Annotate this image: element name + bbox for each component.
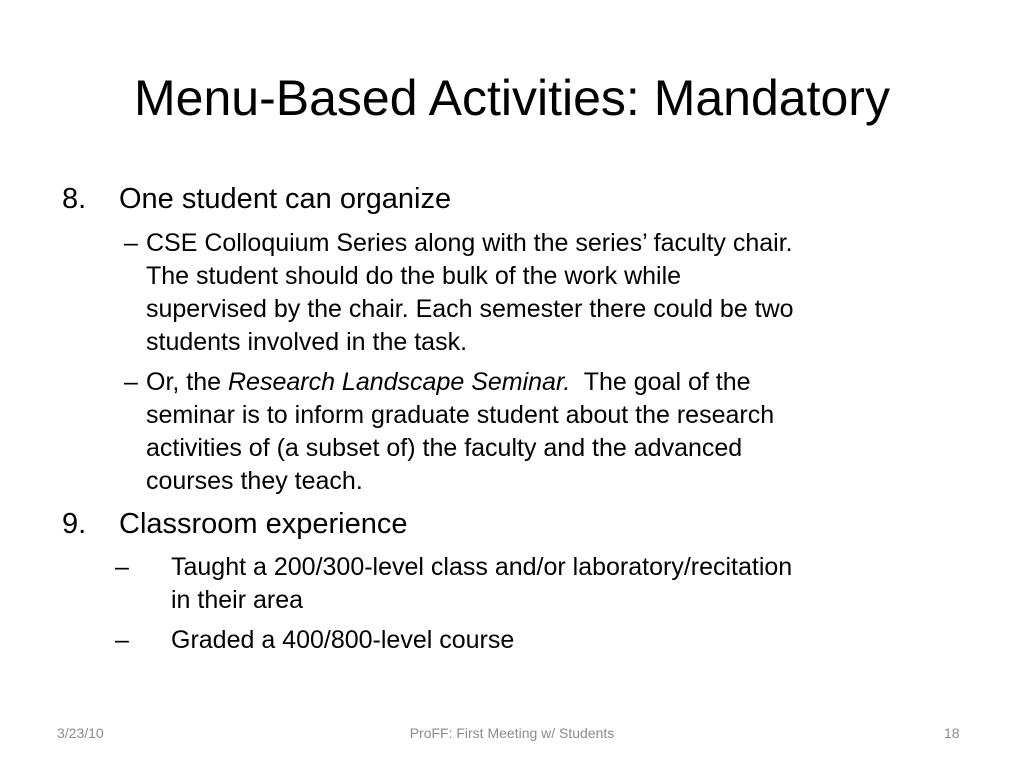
list-item-text: One student can organize: [119, 183, 452, 215]
text-line: courses they teach.: [146, 467, 363, 495]
footer-date: 3/23/10: [57, 725, 104, 741]
sub-item-text: [171, 551, 792, 617]
text-line: CSE Colloquium Series along with the series’ faculty chair.: [146, 229, 793, 257]
footer-title: ProFF: First Meeting w/ Students: [409, 725, 615, 741]
text-line: Taught a 200/300-level class and/or laboratory/recitation: [171, 553, 793, 581]
text-line: students involved in the task.: [146, 328, 468, 356]
text-line: activities of (a subset of) the faculty and the advanced: [146, 434, 743, 462]
text-line: supervised by the chair. Each semester there could be two: [146, 295, 794, 323]
text-line: in their area: [171, 586, 304, 614]
text-line: Graded a 400/800-level course: [171, 626, 515, 654]
sub-item-dash: –: [124, 229, 138, 257]
list-item-text: Classroom experience: [119, 508, 408, 540]
footer-page-number: 18: [944, 725, 960, 741]
text-fragment: The goal of the: [570, 368, 751, 396]
text-line: seminar is to inform graduate student about the research: [146, 401, 775, 429]
sub-item-text: [146, 227, 794, 359]
seminar-name: Research Landscape Seminar.: [227, 368, 571, 396]
slide-title: Menu-Based Activities: Mandatory: [134, 70, 890, 126]
sub-item-dash: –: [115, 553, 129, 581]
text-line: The student should do the bulk of the work while: [146, 262, 682, 290]
sub-item-text: [146, 366, 774, 498]
sub-item-dash: –: [115, 626, 129, 654]
list-item-number: 8.: [62, 183, 87, 215]
sub-item-dash: –: [124, 368, 138, 396]
text-fragment: Or, the: [146, 368, 228, 396]
list-item-number: 9.: [62, 508, 87, 540]
sub-item-text: [171, 624, 514, 657]
text-line: [146, 366, 774, 399]
